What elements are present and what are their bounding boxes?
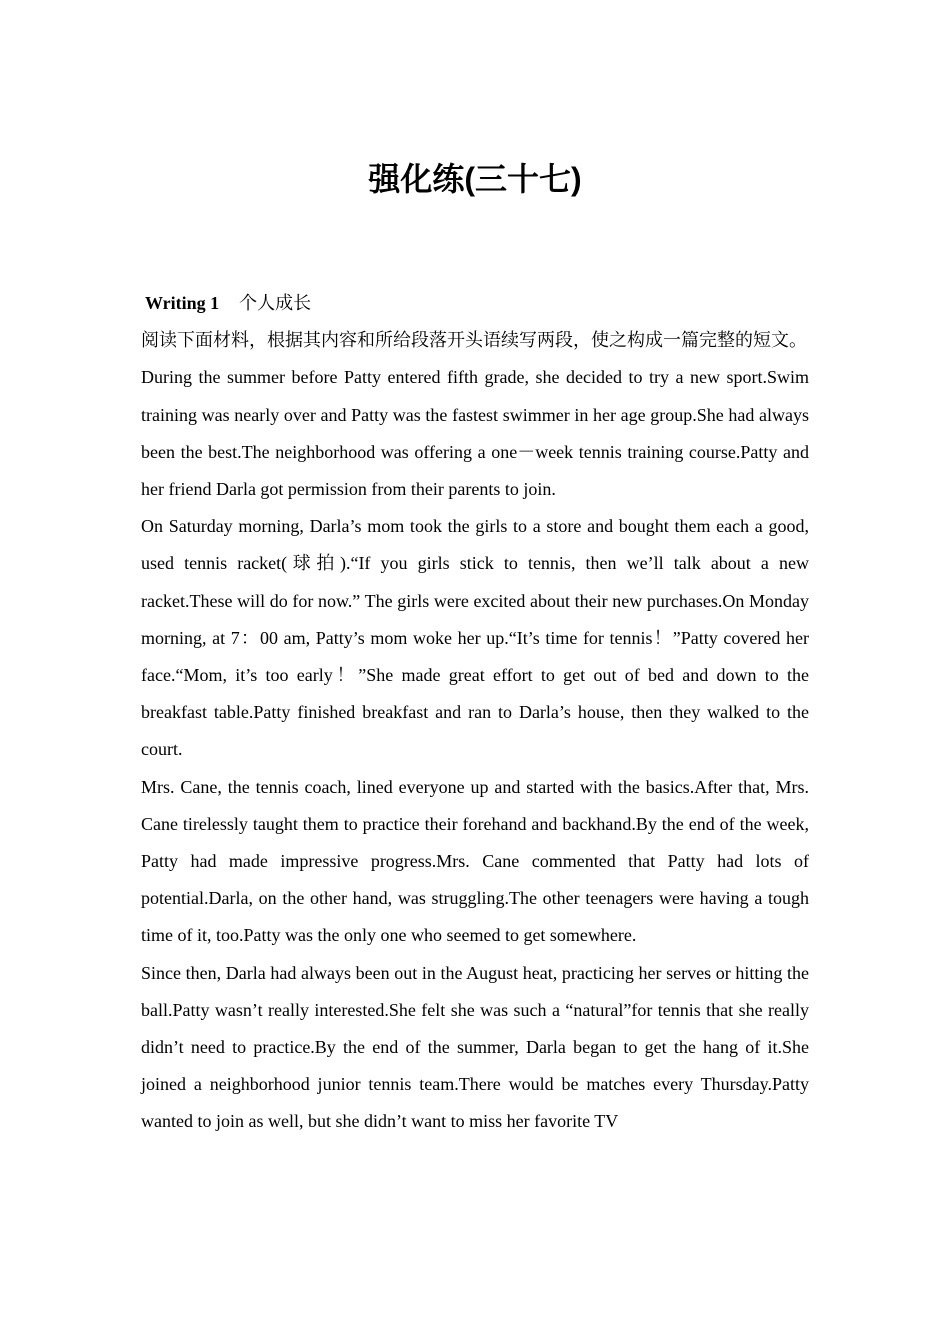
story-paragraph-4: Since then, Darla had always been out in the August heat, practicing her serves or hitting the ball.Patty wasn’t really interested.She felt she was such a “natural”for tennis that she really didn’t need to practice.By the end of the summer, Darla began to get the hang of it.She joined a neighborhood junior tennis team.There would be matches every Thursday.Patty wanted to join as well, but she didn’t want to miss her favorite TV — [141, 962, 809, 1132]
page-title: 强化练(三十七) — [368, 161, 582, 197]
story-paragraph-2: On Saturday morning, Darla’s mom took the girls to a store and bought them each a good, used tennis racket(球拍).“If you girls stick to tennis, then we’ll talk about a new racket.These will do for now.” The girls were excited about their new purchases.On Monday morning, at 7：00 am, Patty’s mom woke her up.“It’s time for tennis！”Patty covered her face.“Mom, it’s too early！”She made great effort to get out of bed and down to the breakfast table.Patty finished breakfast and ran to Darla’s house, then they walked to the court. — [141, 516, 809, 760]
instruction-text: 阅读下面材料，根据其内容和所给段落开头语续写两段，使之构成一篇完整的短文。 — [141, 330, 807, 351]
story-paragraph-3: Mrs. Cane, the tennis coach, lined everyone up and started with the basics.After that, Mrs. Cane tirelessly taught them to practice their forehand and backhand.By the end of the week, Patty had made impressive progress.Mrs. Cane commented that Patty had lots of potential.Darla, on the other hand, was struggling.The other teenagers were having a tough time of it, too.Patty was the only one who seemed to get somewhere. — [141, 776, 809, 946]
section-label: Writing 1 — [145, 293, 220, 313]
document-body — [141, 285, 809, 1141]
section-heading — [141, 285, 809, 322]
story-paragraph-1: During the summer before Patty entered fifth grade, she decided to try a new sport.Swim training was nearly over and Patty was the fastest swimmer in her age group.She had always been the best.The neighborhood was offering a one－week tennis training course.Patty and her friend Darla got permission from their parents to join. — [141, 367, 809, 500]
section-topic: 个人成长 — [239, 293, 312, 313]
